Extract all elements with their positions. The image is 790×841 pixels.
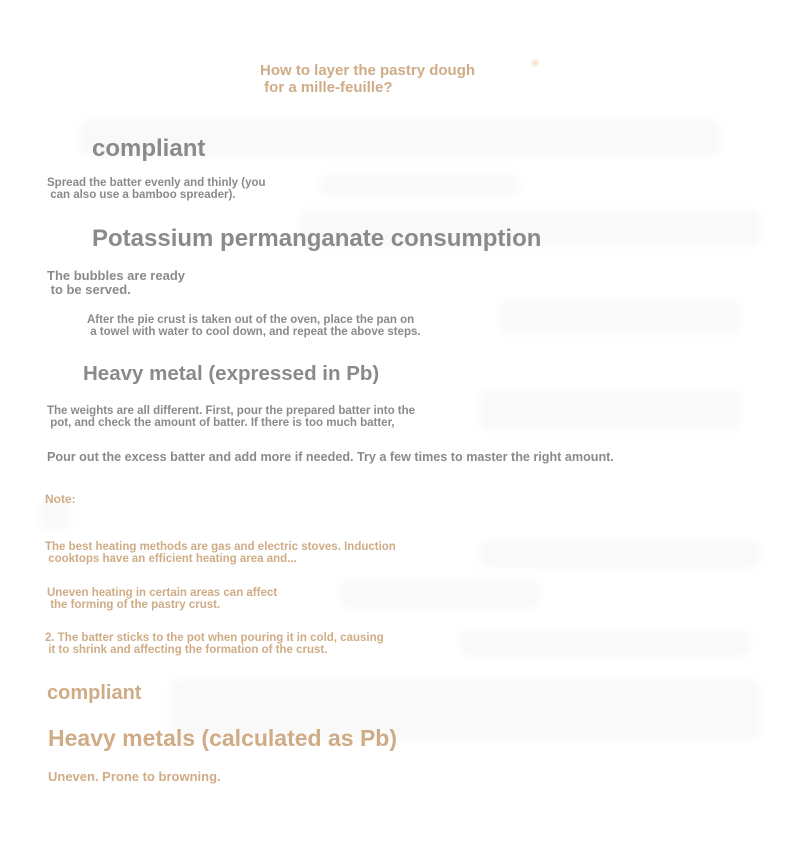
sparkle-decoration: [530, 58, 540, 68]
footer-heading-heavy-metals: Heavy metals (calculated as Pb): [48, 725, 397, 751]
section-heading-heavy-metal: Heavy metal (expressed in Pb): [83, 362, 380, 385]
ghost-block: [340, 580, 540, 608]
section-body: Pour out the excess batter and add more if needed. Try a few times to master the right amount.: [47, 450, 614, 464]
section-body: Spread the batter evenly and thinly (you can also use a bamboo spreader).: [47, 177, 266, 201]
section-body: The weights are all different. First, pour the prepared batter into the pot, and check the amount of batter. If there is too much batter,: [47, 405, 416, 429]
page-title: How to layer the pastry dough for a mille-feuille?: [260, 62, 476, 96]
ghost-block: [500, 300, 740, 334]
section-body: The bubbles are ready to be served.: [47, 268, 185, 297]
ghost-block: [320, 175, 520, 195]
ghost-block: [480, 390, 740, 430]
footer-heading-compliant: compliant: [47, 682, 142, 704]
note-item: The best heating methods are gas and electric stoves. Induction cooktops have an efficient heating area and...: [45, 541, 396, 565]
ghost-block: [480, 540, 760, 568]
footer-text: Uneven. Prone to browning.: [48, 769, 221, 784]
note-item: 2. The batter sticks to the pot when pouring it in cold, causing it to shrink and affecting the formation of the crust.: [45, 632, 384, 656]
ghost-block: [460, 630, 750, 656]
note-label: Note:: [45, 492, 76, 506]
note-item: Uneven heating in certain areas can affect the forming of the pastry crust.: [47, 587, 278, 611]
section-heading-potassium: Potassium permanganate consumption: [92, 225, 542, 252]
section-note: After the pie crust is taken out of the oven, place the pan on a towel with water to cool down, and repeat the above steps.: [87, 314, 421, 338]
section-heading-compliant: compliant: [92, 135, 206, 162]
